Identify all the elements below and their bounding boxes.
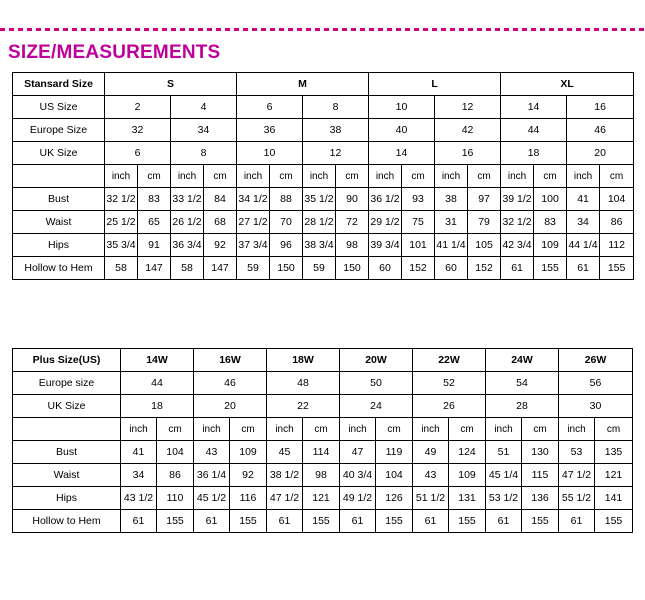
page-title: SIZE/MEASUREMENTS (8, 42, 221, 63)
cell: 131 (449, 487, 486, 510)
unit-cell: inch (486, 418, 522, 441)
cell: 41 (121, 441, 157, 464)
unit-cell: cm (303, 418, 340, 441)
cell: 61 (567, 257, 600, 280)
cell: 20 (194, 395, 267, 418)
cell: 55 1/2 (559, 487, 595, 510)
cell: 35 3/4 (105, 234, 138, 257)
unit-cell: inch (194, 418, 230, 441)
plus-size-group-16w: 16W (194, 349, 267, 372)
cell: 155 (449, 510, 486, 533)
cell: 155 (595, 510, 633, 533)
row-label-uk-size: UK Size (13, 395, 121, 418)
cell: 97 (468, 188, 501, 211)
cell: 30 (559, 395, 633, 418)
unit-cell: cm (600, 165, 634, 188)
cell: 104 (157, 441, 194, 464)
cell: 79 (468, 211, 501, 234)
cell: 16 (567, 96, 634, 119)
cell: 45 (267, 441, 303, 464)
cell: 28 (486, 395, 559, 418)
unit-cell: cm (138, 165, 171, 188)
cell: 38 1/2 (267, 464, 303, 487)
plus-size-group-20w: 20W (340, 349, 413, 372)
cell: 34 1/2 (237, 188, 270, 211)
cell: 96 (270, 234, 303, 257)
row-label-hollow-to-hem: Hollow to Hem (13, 257, 105, 280)
cell: 86 (157, 464, 194, 487)
row-label-hollow-to-hem: Hollow to Hem (13, 510, 121, 533)
cell: 119 (376, 441, 413, 464)
cell: 147 (138, 257, 171, 280)
cell: 32 (105, 119, 171, 142)
cell: 8 (171, 142, 237, 165)
table-row-size-groups (13, 349, 633, 372)
cell: 32 1/2 (501, 211, 534, 234)
cell: 112 (600, 234, 634, 257)
cell: 155 (376, 510, 413, 533)
cell: 32 1/2 (105, 188, 138, 211)
cell: 43 (413, 464, 449, 487)
cell: 92 (204, 234, 237, 257)
cell: 6 (237, 96, 303, 119)
cell: 18 (121, 395, 194, 418)
cell: 130 (522, 441, 559, 464)
table-row (13, 372, 633, 395)
cell: 126 (376, 487, 413, 510)
cell: 155 (522, 510, 559, 533)
table-row (13, 464, 633, 487)
table-row (13, 395, 633, 418)
plus-size-group-14w: 14W (121, 349, 194, 372)
cell: 41 1/4 (435, 234, 468, 257)
cell: 46 (194, 372, 267, 395)
unit-cell: cm (449, 418, 486, 441)
table-row (13, 119, 634, 142)
standard-size-table (12, 72, 634, 280)
cell: 25 1/2 (105, 211, 138, 234)
cell: 42 3/4 (501, 234, 534, 257)
cell: 84 (204, 188, 237, 211)
table-row-units (13, 165, 634, 188)
cell: 29 1/2 (369, 211, 402, 234)
cell: 26 (413, 395, 486, 418)
row-label-europe-size: Europe Size (13, 119, 105, 142)
unit-cell: cm (595, 418, 633, 441)
unit-cell: cm (230, 418, 267, 441)
size-group-xl: XL (501, 73, 634, 96)
table-row (13, 441, 633, 464)
table-row (13, 188, 634, 211)
table-row (13, 257, 634, 280)
unit-cell: inch (267, 418, 303, 441)
cell: 141 (595, 487, 633, 510)
cell: 155 (534, 257, 567, 280)
table-row (13, 510, 633, 533)
standard-header-label: Stansard Size (13, 73, 105, 96)
plus-size-group-18w: 18W (267, 349, 340, 372)
cell: 90 (336, 188, 369, 211)
cell: 61 (121, 510, 157, 533)
cell: 18 (501, 142, 567, 165)
unit-cell: cm (402, 165, 435, 188)
cell: 12 (303, 142, 369, 165)
cell: 109 (534, 234, 567, 257)
plus-size-group-24w: 24W (486, 349, 559, 372)
cell: 12 (435, 96, 501, 119)
cell: 40 (369, 119, 435, 142)
unit-cell: inch (303, 165, 336, 188)
cell: 47 1/2 (559, 464, 595, 487)
unit-cell: cm (522, 418, 559, 441)
unit-cell: inch (237, 165, 270, 188)
row-label-uk-size: UK Size (13, 142, 105, 165)
row-label-us-size: US Size (13, 96, 105, 119)
cell: 52 (413, 372, 486, 395)
cell: 44 1/4 (567, 234, 600, 257)
row-label-bust: Bust (13, 441, 121, 464)
cell: 43 1/2 (121, 487, 157, 510)
cell: 101 (402, 234, 435, 257)
cell: 121 (303, 487, 340, 510)
cell: 36 1/2 (369, 188, 402, 211)
unit-cell: inch (567, 165, 600, 188)
cell: 114 (303, 441, 340, 464)
decorative-top-rule (0, 28, 645, 31)
unit-cell: cm (376, 418, 413, 441)
unit-cell: inch (413, 418, 449, 441)
unit-cell: cm (270, 165, 303, 188)
unit-cell: inch (171, 165, 204, 188)
cell: 38 (435, 188, 468, 211)
unit-row-empty-label (13, 165, 105, 188)
cell: 61 (559, 510, 595, 533)
cell: 121 (595, 464, 633, 487)
plus-size-group-22w: 22W (413, 349, 486, 372)
cell: 136 (522, 487, 559, 510)
table-row (13, 234, 634, 257)
cell: 45 1/2 (194, 487, 230, 510)
cell: 46 (567, 119, 634, 142)
unit-cell: inch (121, 418, 157, 441)
cell: 39 3/4 (369, 234, 402, 257)
cell: 150 (270, 257, 303, 280)
row-label-waist: Waist (13, 211, 105, 234)
size-group-s: S (105, 73, 237, 96)
cell: 36 1/4 (194, 464, 230, 487)
cell: 92 (230, 464, 267, 487)
cell: 36 3/4 (171, 234, 204, 257)
cell: 61 (340, 510, 376, 533)
cell: 61 (413, 510, 449, 533)
cell: 72 (336, 211, 369, 234)
cell: 22 (267, 395, 340, 418)
cell: 47 (340, 441, 376, 464)
cell: 61 (486, 510, 522, 533)
cell: 53 (559, 441, 595, 464)
cell: 44 (121, 372, 194, 395)
table-row (13, 142, 634, 165)
cell: 83 (138, 188, 171, 211)
cell: 6 (105, 142, 171, 165)
cell: 28 1/2 (303, 211, 336, 234)
cell: 109 (449, 464, 486, 487)
cell: 47 1/2 (267, 487, 303, 510)
cell: 4 (171, 96, 237, 119)
cell: 41 (567, 188, 600, 211)
cell: 56 (559, 372, 633, 395)
cell: 36 (237, 119, 303, 142)
unit-cell: inch (369, 165, 402, 188)
cell: 60 (435, 257, 468, 280)
size-group-m: M (237, 73, 369, 96)
cell: 109 (230, 441, 267, 464)
cell: 70 (270, 211, 303, 234)
cell: 31 (435, 211, 468, 234)
cell: 150 (336, 257, 369, 280)
cell: 58 (171, 257, 204, 280)
unit-cell: cm (204, 165, 237, 188)
cell: 38 3/4 (303, 234, 336, 257)
cell: 58 (105, 257, 138, 280)
cell: 39 1/2 (501, 188, 534, 211)
cell: 61 (501, 257, 534, 280)
cell: 49 1/2 (340, 487, 376, 510)
cell: 50 (340, 372, 413, 395)
cell: 40 3/4 (340, 464, 376, 487)
cell: 83 (534, 211, 567, 234)
cell: 59 (237, 257, 270, 280)
cell: 91 (138, 234, 171, 257)
cell: 34 (121, 464, 157, 487)
cell: 16 (435, 142, 501, 165)
plus-header-label: Plus Size(US) (13, 349, 121, 372)
size-group-l: L (369, 73, 501, 96)
cell: 100 (534, 188, 567, 211)
cell: 44 (501, 119, 567, 142)
table-row (13, 96, 634, 119)
cell: 14 (501, 96, 567, 119)
row-label-hips: Hips (13, 487, 121, 510)
cell: 60 (369, 257, 402, 280)
unit-row-empty-label (13, 418, 121, 441)
cell: 104 (376, 464, 413, 487)
cell: 61 (194, 510, 230, 533)
cell: 65 (138, 211, 171, 234)
unit-cell: inch (501, 165, 534, 188)
cell: 53 1/2 (486, 487, 522, 510)
cell: 26 1/2 (171, 211, 204, 234)
cell: 86 (600, 211, 634, 234)
cell: 51 1/2 (413, 487, 449, 510)
cell: 115 (522, 464, 559, 487)
cell: 20 (567, 142, 634, 165)
cell: 34 (567, 211, 600, 234)
cell: 155 (230, 510, 267, 533)
cell: 93 (402, 188, 435, 211)
cell: 104 (600, 188, 634, 211)
cell: 8 (303, 96, 369, 119)
cell: 98 (303, 464, 340, 487)
table-row (13, 211, 634, 234)
cell: 37 3/4 (237, 234, 270, 257)
cell: 105 (468, 234, 501, 257)
row-label-bust: Bust (13, 188, 105, 211)
table-row-size-groups (13, 73, 634, 96)
cell: 45 1/4 (486, 464, 522, 487)
unit-cell: inch (435, 165, 468, 188)
row-label-europe-size: Europe size (13, 372, 121, 395)
cell: 155 (157, 510, 194, 533)
unit-cell: cm (157, 418, 194, 441)
cell: 10 (237, 142, 303, 165)
cell: 147 (204, 257, 237, 280)
plus-size-group-26w: 26W (559, 349, 633, 372)
cell: 135 (595, 441, 633, 464)
cell: 34 (171, 119, 237, 142)
cell: 33 1/2 (171, 188, 204, 211)
table-row-units (13, 418, 633, 441)
cell: 2 (105, 96, 171, 119)
cell: 48 (267, 372, 340, 395)
cell: 116 (230, 487, 267, 510)
cell: 152 (468, 257, 501, 280)
unit-cell: inch (105, 165, 138, 188)
cell: 38 (303, 119, 369, 142)
row-label-hips: Hips (13, 234, 105, 257)
cell: 124 (449, 441, 486, 464)
cell: 155 (600, 257, 634, 280)
table-row (13, 487, 633, 510)
cell: 14 (369, 142, 435, 165)
cell: 51 (486, 441, 522, 464)
row-label-waist: Waist (13, 464, 121, 487)
cell: 54 (486, 372, 559, 395)
cell: 110 (157, 487, 194, 510)
cell: 10 (369, 96, 435, 119)
unit-cell: cm (534, 165, 567, 188)
cell: 75 (402, 211, 435, 234)
cell: 61 (267, 510, 303, 533)
cell: 68 (204, 211, 237, 234)
cell: 98 (336, 234, 369, 257)
cell: 27 1/2 (237, 211, 270, 234)
cell: 49 (413, 441, 449, 464)
unit-cell: cm (336, 165, 369, 188)
unit-cell: cm (468, 165, 501, 188)
cell: 155 (303, 510, 340, 533)
cell: 88 (270, 188, 303, 211)
cell: 59 (303, 257, 336, 280)
cell: 24 (340, 395, 413, 418)
plus-size-table (12, 348, 633, 533)
unit-cell: inch (559, 418, 595, 441)
unit-cell: inch (340, 418, 376, 441)
cell: 35 1/2 (303, 188, 336, 211)
cell: 42 (435, 119, 501, 142)
cell: 152 (402, 257, 435, 280)
cell: 43 (194, 441, 230, 464)
